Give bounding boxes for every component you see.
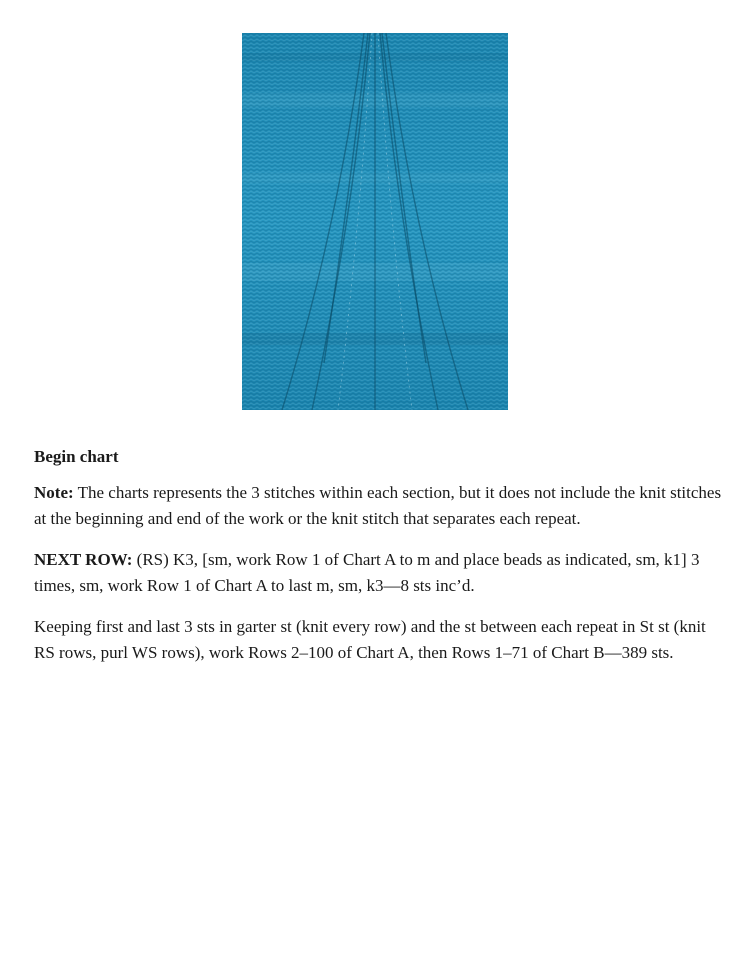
next-row-label: NEXT ROW: <box>34 549 133 569</box>
note-label: Note: <box>34 482 74 502</box>
keeping-paragraph: Keeping first and last 3 sts in garter st (knit every row) and the st between each repeat in St st (knit RS rows, purl WS rows), work Rows 2–100 of Chart A, then Rows 1–71 of Chart B—389 sts. <box>34 616 706 662</box>
pattern-instructions <box>34 444 724 676</box>
knit-fabric-image <box>242 33 508 410</box>
note-paragraph <box>34 480 724 533</box>
shawl-photo <box>242 33 508 410</box>
next-row-paragraph <box>34 547 724 600</box>
note-text: The charts represents the 3 stitches within each section, but it does not include the knit stitches at the beginning and end of the work or the knit stitch that separates each repeat. <box>34 482 722 528</box>
next-row-text: (RS) K3, [sm, work Row 1 of Chart A to m and place beads as indicated, sm, k1] 3 times, sm, work Row 1 of Chart A to last m, sm, k3—8 sts inc’d. <box>34 549 700 595</box>
section-heading: Begin chart <box>34 447 119 466</box>
